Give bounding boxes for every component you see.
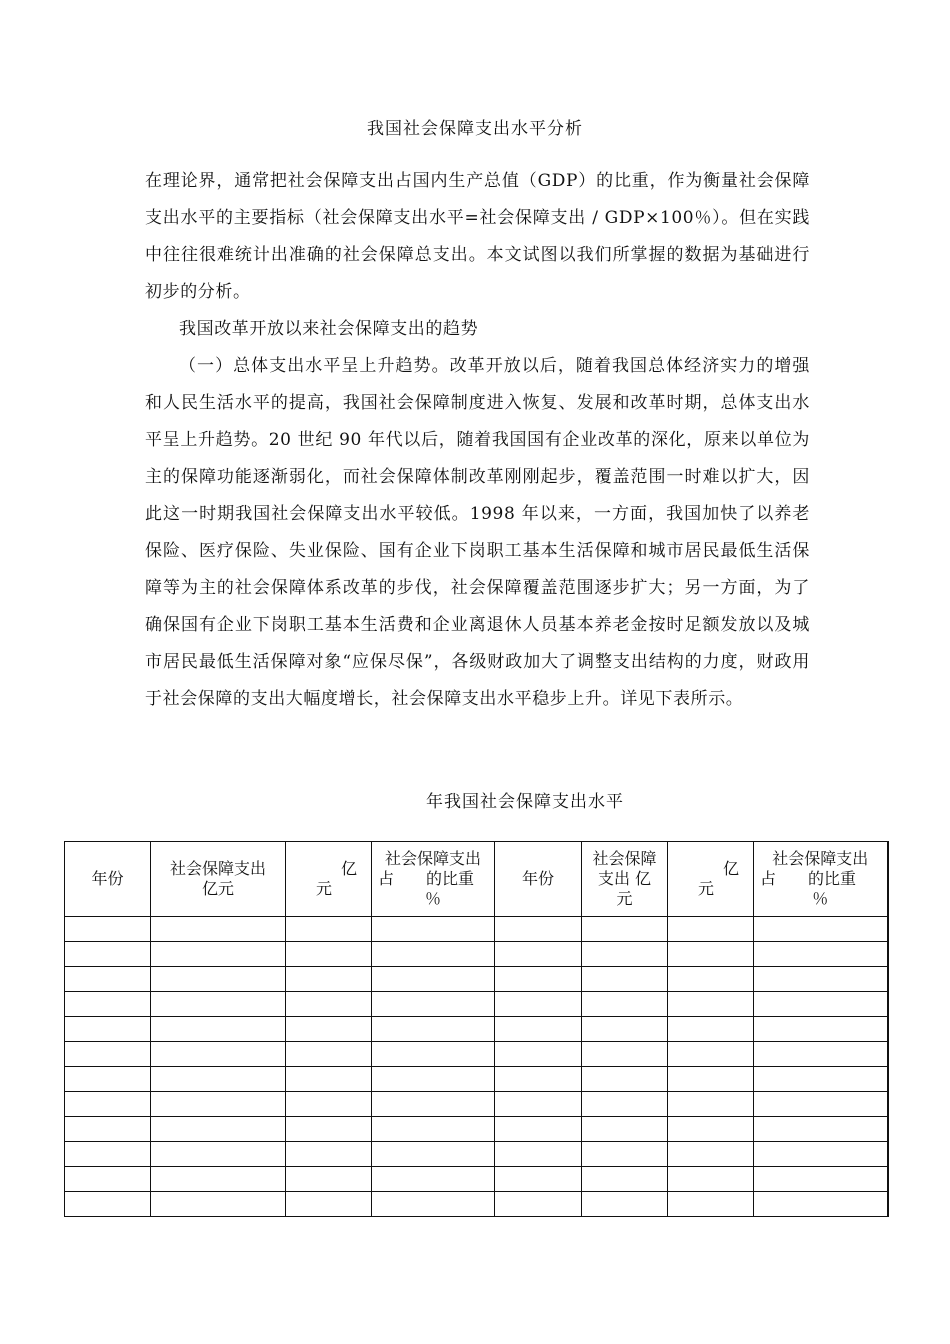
header-ratio-1 bbox=[372, 842, 495, 917]
table-row bbox=[65, 1092, 888, 1117]
header-spending-2-line3: 元 bbox=[616, 889, 633, 908]
table-cell bbox=[495, 1017, 582, 1042]
table-cell bbox=[65, 1192, 151, 1217]
table-cell bbox=[668, 942, 754, 967]
header-spending-2-line2: 支出 亿 bbox=[597, 869, 652, 888]
header-gdp-2-line2: 元 bbox=[698, 879, 715, 898]
header-spending-1 bbox=[151, 842, 286, 917]
table-cell bbox=[151, 942, 286, 967]
table-caption: 年我国社会保障支出水平 bbox=[426, 792, 624, 812]
table-cell bbox=[151, 1142, 286, 1167]
table-cell bbox=[65, 1017, 151, 1042]
table-cell bbox=[151, 1067, 286, 1092]
header-gdp-2-line1: 亿 bbox=[722, 859, 739, 878]
table-cell bbox=[286, 1092, 372, 1117]
table-cell bbox=[668, 917, 754, 942]
table-cell bbox=[754, 917, 888, 942]
table-cell bbox=[495, 967, 582, 992]
table-cell bbox=[372, 942, 495, 967]
table-cell bbox=[372, 967, 495, 992]
table-cell bbox=[372, 1142, 495, 1167]
table-cell bbox=[668, 1192, 754, 1217]
table-cell bbox=[65, 917, 151, 942]
table-cell bbox=[151, 1042, 286, 1067]
table-cell bbox=[65, 1067, 151, 1092]
table-row bbox=[65, 917, 888, 942]
table-cell bbox=[582, 917, 668, 942]
table-row bbox=[65, 1167, 888, 1192]
table-cell bbox=[754, 1067, 888, 1092]
table-cell bbox=[286, 917, 372, 942]
table-cell bbox=[582, 942, 668, 967]
table-cell bbox=[582, 1017, 668, 1042]
table-cell bbox=[582, 1167, 668, 1192]
table-row bbox=[65, 967, 888, 992]
table-cell bbox=[668, 1042, 754, 1067]
header-gdp-1 bbox=[286, 842, 372, 917]
table-cell bbox=[668, 967, 754, 992]
table-cell bbox=[668, 1117, 754, 1142]
table-cell bbox=[372, 1042, 495, 1067]
table-row bbox=[65, 992, 888, 1017]
table-cell bbox=[151, 967, 286, 992]
table-cell bbox=[151, 992, 286, 1017]
table-row bbox=[65, 1117, 888, 1142]
table-cell bbox=[495, 1192, 582, 1217]
table-cell bbox=[65, 1167, 151, 1192]
table-cell bbox=[754, 992, 888, 1017]
table-cell bbox=[668, 1167, 754, 1192]
table-cell bbox=[65, 1142, 151, 1167]
table-cell bbox=[372, 1192, 495, 1217]
table-cell bbox=[582, 992, 668, 1017]
table-cell bbox=[151, 1167, 286, 1192]
table-cell bbox=[65, 1042, 151, 1067]
header-year-2-label: 年份 bbox=[521, 869, 554, 888]
table-cell bbox=[286, 1192, 372, 1217]
table-row bbox=[65, 942, 888, 967]
document-title: 我国社会保障支出水平分析 bbox=[367, 119, 583, 139]
table-cell bbox=[495, 992, 582, 1017]
table-cell bbox=[754, 1192, 888, 1217]
table-cell bbox=[65, 1092, 151, 1117]
document-body bbox=[145, 163, 810, 718]
header-spending-2-line1: 社会保障 bbox=[592, 849, 657, 868]
table-cell bbox=[754, 967, 888, 992]
table-cell bbox=[65, 942, 151, 967]
table-cell bbox=[754, 1142, 888, 1167]
table-cell bbox=[754, 1042, 888, 1067]
table-cell bbox=[372, 1167, 495, 1192]
table-cell bbox=[582, 967, 668, 992]
table-header-row bbox=[65, 842, 888, 917]
table-cell bbox=[151, 1017, 286, 1042]
table-row bbox=[65, 1192, 888, 1217]
social-security-table bbox=[64, 841, 889, 1217]
table-cell bbox=[495, 1142, 582, 1167]
table-cell bbox=[495, 1067, 582, 1092]
table-cell bbox=[754, 1167, 888, 1192]
table-cell bbox=[65, 967, 151, 992]
table-cell bbox=[286, 1142, 372, 1167]
table-cell bbox=[372, 917, 495, 942]
table-cell bbox=[372, 1017, 495, 1042]
table-cell bbox=[668, 1142, 754, 1167]
header-gdp-1-line1: 亿 bbox=[340, 859, 357, 878]
header-ratio-1-line1: 社会保障支出 bbox=[384, 849, 481, 868]
table-cell bbox=[372, 992, 495, 1017]
table-cell bbox=[495, 1092, 582, 1117]
header-ratio-2-line1: 社会保障支出 bbox=[772, 849, 869, 868]
header-year-2 bbox=[495, 842, 582, 917]
table-cell bbox=[582, 1092, 668, 1117]
table-cell bbox=[582, 1192, 668, 1217]
table-cell bbox=[372, 1067, 495, 1092]
header-ratio-1-line2: 占 的比重 bbox=[378, 869, 475, 888]
table-row bbox=[65, 1042, 888, 1067]
table-cell bbox=[754, 942, 888, 967]
table-cell bbox=[286, 1117, 372, 1142]
table-row bbox=[65, 1142, 888, 1167]
table-cell bbox=[286, 1017, 372, 1042]
table-cell bbox=[372, 1117, 495, 1142]
header-spending-2 bbox=[582, 842, 668, 917]
paragraph-trend: （一）总体支出水平呈上升趋势。改革开放以后，随着我国总体经济实力的增强和人民生活水平的提高，我国社会保障制度进入恢复、发展和改革时期，总体支出水平呈上升趋势。20 世纪 90 年代以后，随着我国国有企业改革的深化，原来以单位为主的保障功能逐渐弱化，而社会保障体制改革刚刚起步，覆盖范围一时难以扩大，因此这一时期我国社会保障支出水平较低。1998 年以来，一方面，我国加快了以养老保险、医疗保险、失业保险、国有企业下岗职工基本生活保障和城市居民最低生活保障等为主的社会保障体系改革的步伐，社会保障覆盖范围逐步扩大；另一方面，为了确保国有企业下岗职工基本生活费和企业离退休人员基本养老金按时足额发放以及城市居民最低生活保障对象“应保尽保”，各级财政加大了调整支出结构的力度，财政用于社会保障的支出大幅度增长，社会保障支出水平稳步上升。详见下表所示。 bbox=[145, 356, 810, 709]
header-year-1-label: 年份 bbox=[91, 869, 124, 888]
header-year-1 bbox=[65, 842, 151, 917]
table-cell bbox=[582, 1117, 668, 1142]
header-spending-1-line1: 社会保障支出 bbox=[169, 859, 266, 878]
header-gdp-1-line2: 元 bbox=[316, 879, 333, 898]
table-cell bbox=[286, 1167, 372, 1192]
table-body bbox=[65, 917, 888, 1217]
table-cell bbox=[582, 1067, 668, 1092]
table-cell bbox=[668, 992, 754, 1017]
header-ratio-2 bbox=[754, 842, 888, 917]
table-row bbox=[65, 1017, 888, 1042]
table-cell bbox=[495, 1042, 582, 1067]
table-cell bbox=[582, 1142, 668, 1167]
table-row bbox=[65, 1067, 888, 1092]
paragraph-intro: 在理论界，通常把社会保障支出占国内生产总值（GDP）的比重，作为衡量社会保障支出水平的主要指标（社会保障支出水平=社会保障支出 / GDP×100％）。但在实践中往往很难统计出准确的社会保障总支出。本文试图以我们所掌握的数据为基础进行初步的分析。 bbox=[145, 171, 810, 302]
table-cell bbox=[151, 1192, 286, 1217]
section-heading: 我国改革开放以来社会保障支出的趋势 bbox=[179, 319, 479, 339]
table-cell bbox=[286, 967, 372, 992]
table-cell bbox=[151, 1092, 286, 1117]
table-cell bbox=[582, 1042, 668, 1067]
table-cell bbox=[286, 1042, 372, 1067]
table-cell bbox=[65, 1117, 151, 1142]
header-ratio-1-line3: ％ bbox=[424, 889, 441, 908]
header-ratio-2-line3: ％ bbox=[812, 889, 829, 908]
table-cell bbox=[286, 1067, 372, 1092]
table-cell bbox=[668, 1017, 754, 1042]
header-spending-1-line2: 亿元 bbox=[201, 879, 234, 898]
table-cell bbox=[754, 1017, 888, 1042]
table-cell bbox=[151, 1117, 286, 1142]
table-cell bbox=[495, 1167, 582, 1192]
table-cell bbox=[668, 1067, 754, 1092]
table-cell bbox=[151, 917, 286, 942]
table-cell bbox=[372, 1092, 495, 1117]
header-ratio-2-line2: 占 的比重 bbox=[760, 869, 857, 888]
table-cell bbox=[286, 942, 372, 967]
table-cell bbox=[754, 1117, 888, 1142]
table-cell bbox=[495, 942, 582, 967]
table-cell bbox=[286, 992, 372, 1017]
header-gdp-2 bbox=[668, 842, 754, 917]
table-cell bbox=[495, 1117, 582, 1142]
table-cell bbox=[668, 1092, 754, 1117]
table-cell bbox=[754, 1092, 888, 1117]
table-cell bbox=[495, 917, 582, 942]
table-cell bbox=[65, 992, 151, 1017]
